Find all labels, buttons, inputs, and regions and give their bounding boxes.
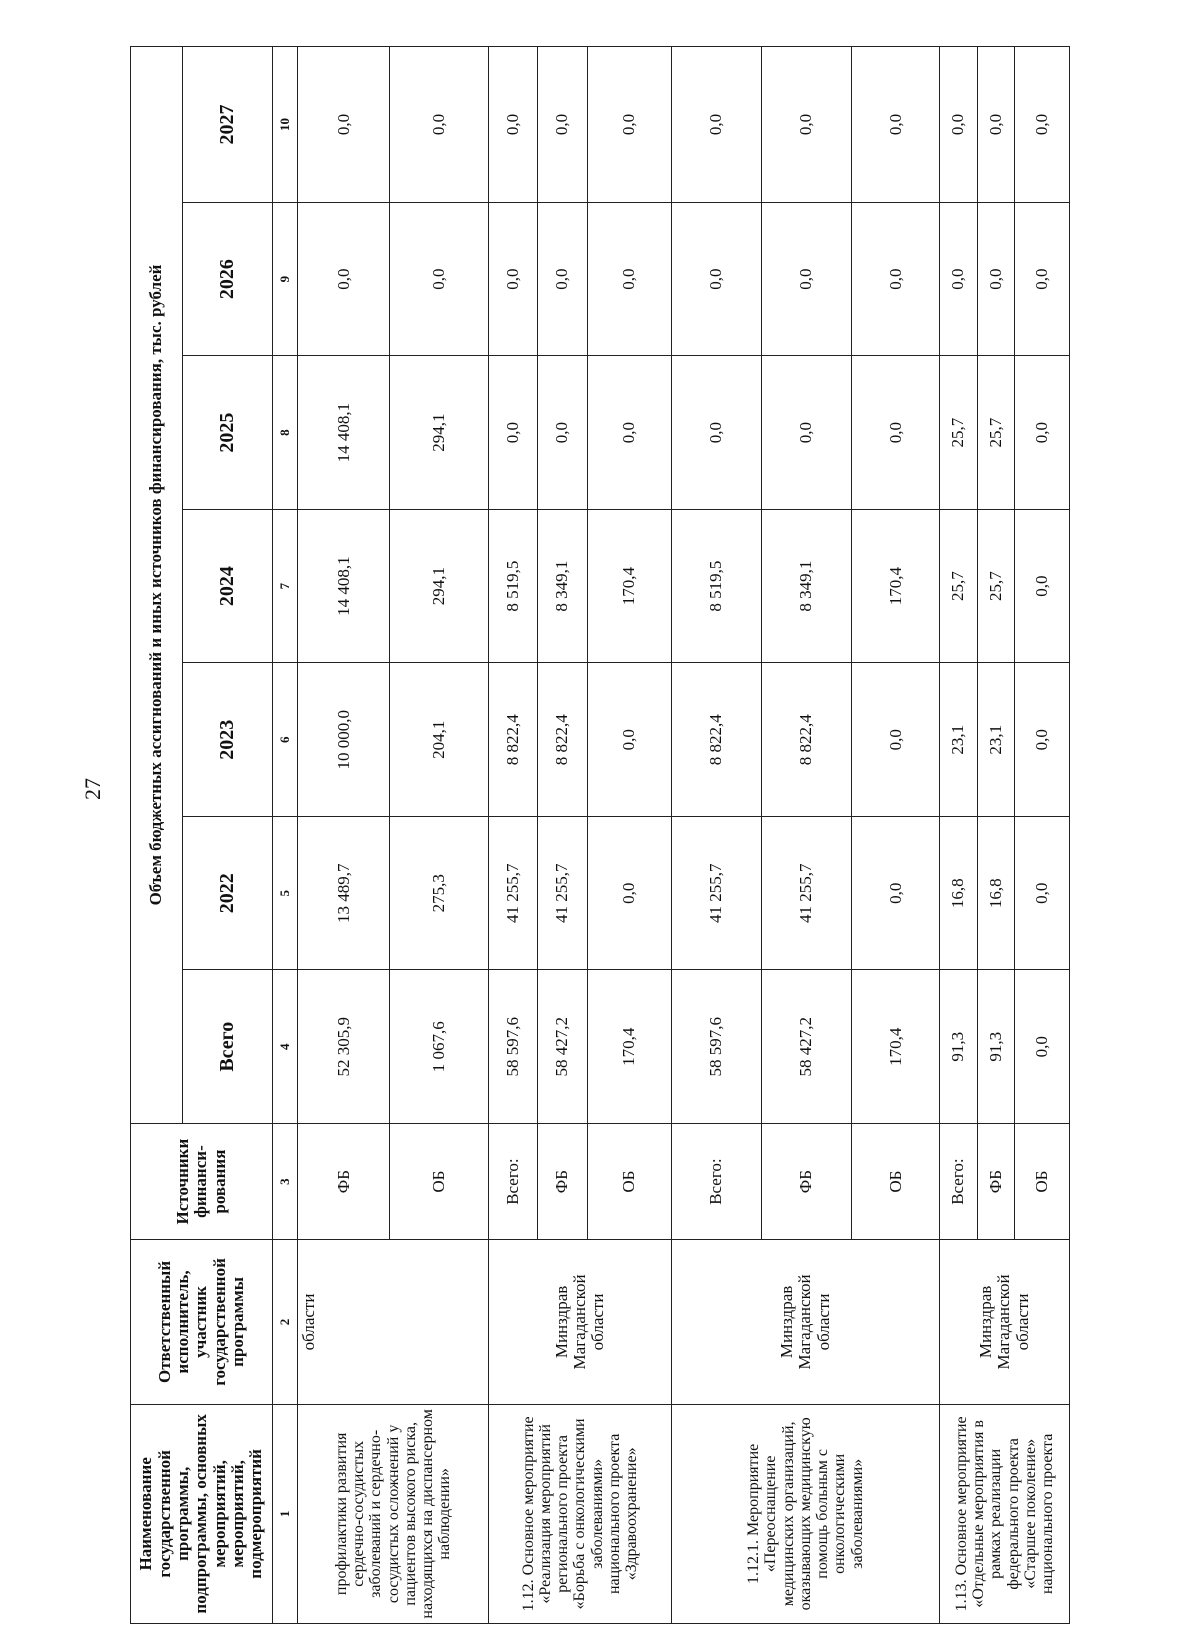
executor-cell: Минздрав Магаданской области <box>940 1240 1070 1404</box>
value-cell: 8 519,5 <box>489 509 537 663</box>
value-cell: 0,0 <box>671 47 761 203</box>
value-cell: 170,4 <box>588 509 672 663</box>
value-cell: 14 408,1 <box>298 356 390 510</box>
header-year: 2027 <box>183 47 273 203</box>
source-cell: ОБ <box>852 1123 940 1239</box>
table-row <box>298 47 390 1624</box>
value-cell: 8 349,1 <box>762 509 852 663</box>
header-year: 2023 <box>183 663 273 817</box>
value-cell: 0,0 <box>1014 202 1069 356</box>
value-cell: 58 427,2 <box>762 970 852 1124</box>
source-cell: ФБ <box>762 1123 852 1239</box>
column-number: 8 <box>273 356 298 510</box>
source-cell: Всего: <box>671 1123 761 1239</box>
value-cell: 41 255,7 <box>537 816 588 970</box>
value-cell: 0,0 <box>588 47 672 203</box>
value-cell: 41 255,7 <box>762 816 852 970</box>
value-cell: 13 489,7 <box>298 816 390 970</box>
value-cell: 0,0 <box>671 356 761 510</box>
value-cell: 0,0 <box>588 816 672 970</box>
value-cell: 25,7 <box>940 509 977 663</box>
column-number: 9 <box>273 202 298 356</box>
header-executor: Ответственный исполнитель, участник государственной программы <box>131 1240 273 1404</box>
value-cell: 25,7 <box>940 356 977 510</box>
value-cell: 58 597,6 <box>489 970 537 1124</box>
value-cell: 0,0 <box>588 663 672 817</box>
source-cell: ОБ <box>1014 1123 1069 1239</box>
value-cell: 0,0 <box>537 356 588 510</box>
value-cell: 0,0 <box>852 47 940 203</box>
value-cell: 170,4 <box>852 509 940 663</box>
value-cell: 0,0 <box>852 816 940 970</box>
value-cell: 58 427,2 <box>537 970 588 1124</box>
page-number: 27 <box>80 778 105 800</box>
value-cell: 0,0 <box>1014 47 1069 203</box>
value-cell: 14 408,1 <box>298 509 390 663</box>
source-cell: Всего: <box>940 1123 977 1239</box>
value-cell: 0,0 <box>537 47 588 203</box>
column-number: 3 <box>273 1123 298 1239</box>
column-number: 4 <box>273 970 298 1124</box>
value-cell: 23,1 <box>940 663 977 817</box>
value-cell: 8 822,4 <box>762 663 852 817</box>
table-row <box>489 47 537 1624</box>
value-cell: 294,1 <box>390 509 489 663</box>
table-row <box>671 47 761 1624</box>
column-number-row <box>273 47 298 1624</box>
value-cell: 0,0 <box>1014 663 1069 817</box>
column-number: 5 <box>273 816 298 970</box>
column-number: 2 <box>273 1240 298 1404</box>
value-cell: 0,0 <box>1014 816 1069 970</box>
value-cell: 0,0 <box>1014 970 1069 1124</box>
value-cell: 0,0 <box>489 47 537 203</box>
executor-cell: Минздрав Магаданской области <box>489 1240 672 1404</box>
value-cell: 8 822,4 <box>489 663 537 817</box>
header-source: Источники финанси-рования <box>131 1123 273 1239</box>
source-cell: ОБ <box>390 1123 489 1239</box>
value-cell: 0,0 <box>298 47 390 203</box>
value-cell: 41 255,7 <box>671 816 761 970</box>
value-cell: 0,0 <box>671 202 761 356</box>
column-number: 10 <box>273 47 298 203</box>
table-row <box>940 47 977 1624</box>
column-number: 6 <box>273 663 298 817</box>
value-cell: 0,0 <box>762 47 852 203</box>
value-cell: 0,0 <box>940 202 977 356</box>
value-cell: 0,0 <box>977 202 1014 356</box>
value-cell: 294,1 <box>390 356 489 510</box>
value-cell: 170,4 <box>852 970 940 1124</box>
header-name: Наименование государственной программы, подпрограммы, основных мероприятий, мероприятий, подмероприятий <box>131 1404 273 1623</box>
measure-name: 1.12. Основное мероприятие «Реализация мероприятий регионального проекта «Борьба с онкологическими заболеваниями» национального проекта «Здравоохранение» <box>489 1404 672 1623</box>
value-cell: 0,0 <box>940 47 977 203</box>
header-year: Всего <box>183 970 273 1124</box>
value-cell: 10 000,0 <box>298 663 390 817</box>
value-cell: 25,7 <box>977 356 1014 510</box>
rotated-page <box>130 46 1070 1624</box>
value-cell: 1 067,6 <box>390 970 489 1124</box>
value-cell: 91,3 <box>977 970 1014 1124</box>
value-cell: 204,1 <box>390 663 489 817</box>
measure-name: 1.13. Основное мероприятие «Отдельные мероприятия в рамках реализации федерального проекта «Старшее поколение» национального проекта <box>940 1404 1070 1623</box>
value-cell: 58 597,6 <box>671 970 761 1124</box>
value-cell: 16,8 <box>940 816 977 970</box>
column-number: 7 <box>273 509 298 663</box>
value-cell: 8 349,1 <box>537 509 588 663</box>
header-year: 2025 <box>183 356 273 510</box>
value-cell: 0,0 <box>977 47 1014 203</box>
value-cell: 41 255,7 <box>489 816 537 970</box>
source-cell: ФБ <box>298 1123 390 1239</box>
value-cell: 0,0 <box>1014 509 1069 663</box>
value-cell: 0,0 <box>390 47 489 203</box>
source-cell: Всего: <box>489 1123 537 1239</box>
value-cell: 0,0 <box>298 202 390 356</box>
source-cell: ФБ <box>537 1123 588 1239</box>
header-year: 2022 <box>183 816 273 970</box>
value-cell: 16,8 <box>977 816 1014 970</box>
value-cell: 0,0 <box>390 202 489 356</box>
value-cell: 0,0 <box>489 356 537 510</box>
header-year: 2026 <box>183 202 273 356</box>
value-cell: 8 519,5 <box>671 509 761 663</box>
value-cell: 52 305,9 <box>298 970 390 1124</box>
measure-name: 1.12.1. Мероприятие «Переоснащение медицинских организаций, оказывающих медицинскую помощь больным с онкологическими заболеваниями» <box>671 1404 939 1623</box>
value-cell: 0,0 <box>762 202 852 356</box>
value-cell: 170,4 <box>588 970 672 1124</box>
value-cell: 25,7 <box>977 509 1014 663</box>
header-year: 2024 <box>183 509 273 663</box>
value-cell: 0,0 <box>852 663 940 817</box>
value-cell: 0,0 <box>588 202 672 356</box>
executor-cell: Минздрав Магаданской области <box>671 1240 939 1404</box>
value-cell: 0,0 <box>852 356 940 510</box>
source-cell: ФБ <box>977 1123 1014 1239</box>
executor-cell: области <box>298 1240 489 1404</box>
value-cell: 0,0 <box>852 202 940 356</box>
value-cell: 0,0 <box>588 356 672 510</box>
value-cell: 0,0 <box>537 202 588 356</box>
value-cell: 0,0 <box>1014 356 1069 510</box>
value-cell: 23,1 <box>977 663 1014 817</box>
value-cell: 8 822,4 <box>537 663 588 817</box>
source-cell: ОБ <box>588 1123 672 1239</box>
value-cell: 275,3 <box>390 816 489 970</box>
measure-name: профилактики развития сердечно-сосудистых заболеваний и сердечно-сосудистых осложнений у пациентов высокого риска, находящихся на диспансерном наблюдении» <box>298 1404 489 1623</box>
value-cell: 0,0 <box>762 356 852 510</box>
value-cell: 8 822,4 <box>671 663 761 817</box>
value-cell: 0,0 <box>489 202 537 356</box>
financing-table <box>130 46 1070 1624</box>
column-number: 1 <box>273 1404 298 1623</box>
value-cell: 91,3 <box>940 970 977 1124</box>
header-volume: Объем бюджетных ассигнований и иных источников финансирования, тыс. рублей <box>131 47 183 1124</box>
